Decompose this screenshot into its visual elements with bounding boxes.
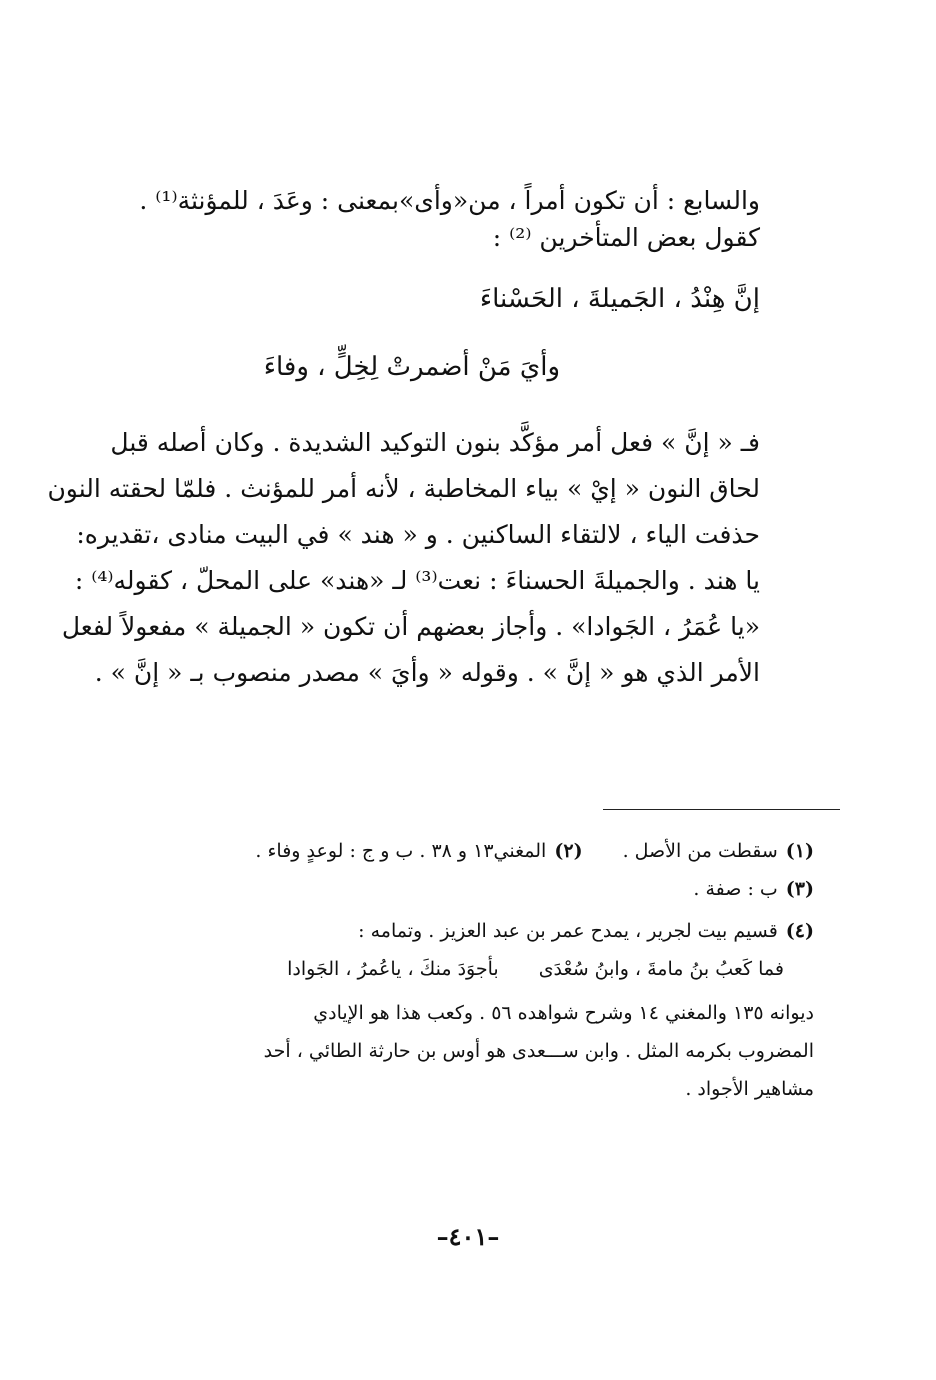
footnote-line: ديوانه ١٣٥ والمغني ١٤ وشرح شواهده ٥٦ . وكعب هذا هو الإيادي xyxy=(313,1002,814,1024)
verse-hemistich-first: إنَّ هِنْدُ ، الجَميلةَ ، الحَسْناءَ xyxy=(479,284,760,314)
footnote-number: (١) xyxy=(785,840,814,862)
footnote-2 xyxy=(255,832,582,870)
footnotes xyxy=(188,832,814,1108)
text-line: كقول بعض المتأخرين ⁽²⁾ : xyxy=(492,223,760,252)
footnote-verse-first: فما كَعبُ بنُ مامةَ ، وابنُ سُعْدَى xyxy=(538,958,784,980)
poem-verse xyxy=(180,280,760,386)
footnote-verse-second: بأجوَدَ منكَ ، ياعُمرُ ، الجَوادا xyxy=(287,958,499,980)
text-line: الأمر الذي هو « إنَّ » . وقوله « وأيَ » مصدر منصوب بـ « إنَّ » . xyxy=(94,658,760,687)
footnote-text: سقطت من الأصل . xyxy=(622,840,778,862)
footnote-text: المغني١٣ و ٣٨ . ب و ج : لوعدٍ وفاء . xyxy=(255,840,547,862)
text-line: لحاق النون « إيْ » بياء المخاطبة ، لأنه أمر للمؤنث . فلمّا لحقته النون xyxy=(47,474,760,503)
footnote-3 xyxy=(188,870,814,908)
footnote-4-heading xyxy=(188,912,814,950)
text-line: فـ « إنَّ » فعل أمر مؤكَّد بنون التوكيد الشديدة . وكان أصله قبل xyxy=(110,428,760,457)
footnote-separator xyxy=(603,809,840,810)
footnote-text: ب : صفة . xyxy=(693,878,778,900)
footnote-line: مشاهير الأجواد . xyxy=(685,1078,814,1100)
footnote-number: (٢) xyxy=(554,840,583,862)
footnote-4 xyxy=(188,912,814,1108)
footnote-row xyxy=(188,832,814,870)
text-line: «يا عُمَرُ ، الجَوادا» . وأجاز بعضهم أن تكون « الجميلة » مفعولاً لفعل xyxy=(61,612,760,641)
footnote-1 xyxy=(623,832,814,870)
footnote-line: المضروب بكرمه المثل . وابن ســـعدى هو أوس بن حارثة الطائي ، أحد xyxy=(263,1040,814,1062)
text-line: حذفت الياء ، لالتقاء الساكنين . و « هند » في البيت منادى ،تقديره: xyxy=(76,520,760,549)
paragraph-explanation xyxy=(47,420,760,696)
verse-hemistich-second: وأيَ مَنْ أضمرتْ لِخِلٍّ ، وفاءَ xyxy=(263,352,560,382)
footnote-number: (٣) xyxy=(785,878,814,900)
footnote-number: (٤) xyxy=(785,920,814,942)
footnote-paragraph xyxy=(188,994,814,1108)
paragraph-intro xyxy=(139,182,760,256)
footnote-verse xyxy=(188,950,814,988)
text-line: يا هند . والجميلةَ الحسناءَ : نعت⁽³⁾ لـ «هند» على المحلّ ، كقوله⁽⁴⁾ : xyxy=(74,566,760,595)
page-number: –٤٠١– xyxy=(436,1222,500,1251)
text-line: والسابع : أن تكون أمراً ، من«وأى»بمعنى : وعَدَ ، للمؤنثة⁽¹⁾ . xyxy=(139,186,760,215)
footnote-text: قسيم بيت لجرير ، يمدح عمر بن عبد العزيز . وتمامه : xyxy=(358,920,778,942)
main-text xyxy=(47,182,760,696)
